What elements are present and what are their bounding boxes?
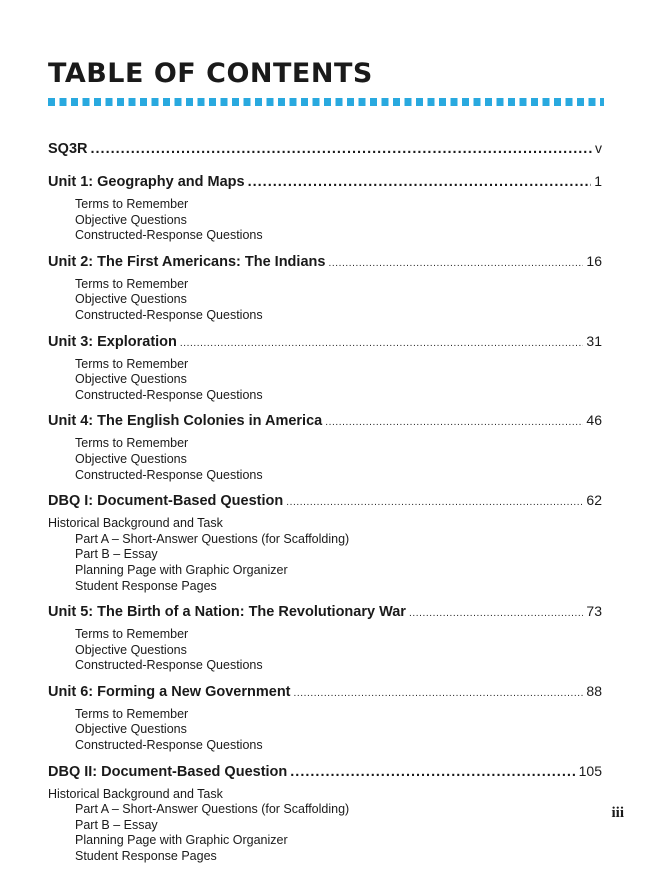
toc-subitem: Student Response Pages xyxy=(75,849,217,864)
toc-page-number: 105 xyxy=(578,762,602,779)
toc-heading: Unit 2: The First Americans: The Indians xyxy=(48,253,326,270)
toc-entry xyxy=(48,683,602,754)
toc-entry xyxy=(48,763,602,865)
toc-subitem: Objective Questions xyxy=(75,451,187,466)
toc-page-number: 31 xyxy=(586,332,602,349)
page-number: iii xyxy=(611,805,624,821)
toc-subitem: Student Response Pages xyxy=(75,578,217,593)
toc-subitem: Part B – Essay xyxy=(75,817,158,832)
toc-subitem: Terms to Remember xyxy=(75,627,189,642)
toc-subitem: Objective Questions xyxy=(75,722,187,737)
toc-entry xyxy=(48,603,602,674)
toc-subitem: Terms to Remember xyxy=(75,197,189,211)
toc-subitem: Constructed-Response Questions xyxy=(75,467,263,482)
toc-subitem: Part A – Short-Answer Questions (for Scaffolding) xyxy=(75,531,350,546)
toc-subitem: Terms to Remember xyxy=(75,436,189,451)
toc-subitem: Objective Questions xyxy=(75,292,187,307)
toc-heading-line xyxy=(48,603,602,627)
toc-heading: Unit 6: Forming a New Government xyxy=(48,683,291,700)
toc-page-number: 1 xyxy=(594,173,602,189)
toc-heading-line xyxy=(48,683,602,707)
toc-page-number: 46 xyxy=(586,412,602,429)
toc-heading: DBQ I: Document-Based Question xyxy=(48,493,284,510)
toc-heading-line xyxy=(48,763,602,787)
toc-page-number: 16 xyxy=(586,252,602,269)
toc-page-number: v xyxy=(595,140,602,156)
toc-heading-line xyxy=(48,173,602,197)
toc-subitem: Objective Questions xyxy=(75,642,187,657)
toc-subitem: Constructed-Response Questions xyxy=(75,387,263,402)
toc-entry xyxy=(48,253,602,324)
dotted-divider xyxy=(48,98,604,106)
toc-heading-line xyxy=(48,253,602,277)
toc-subitem: Constructed-Response Questions xyxy=(75,658,263,673)
dot-leader xyxy=(328,258,583,269)
toc-page-number: 73 xyxy=(586,603,602,620)
dot-leader xyxy=(294,688,584,699)
dot-leader xyxy=(409,608,583,619)
toc-subitem: Objective Questions xyxy=(75,372,187,387)
dot-leader xyxy=(91,141,593,157)
toc-page-number: 62 xyxy=(586,492,602,509)
toc-entry xyxy=(48,492,602,594)
toc-subitem: Part B – Essay xyxy=(75,547,158,562)
dot-leader xyxy=(248,174,592,190)
toc-heading: Unit 3: Exploration xyxy=(48,333,177,350)
toc-subitem: Terms to Remember xyxy=(75,276,189,291)
toc-subitem: Planning Page with Graphic Organizer xyxy=(75,562,288,577)
table-of-contents xyxy=(48,140,602,874)
toc-subitem: Historical Background and Task xyxy=(48,516,223,531)
dot-leader xyxy=(290,764,575,780)
toc-heading: Unit 5: The Birth of a Nation: The Revolutionary War xyxy=(48,604,406,621)
page-title: TABLE OF CONTENTS xyxy=(48,58,373,89)
toc-entry xyxy=(48,140,602,164)
toc-subitem: Terms to Remember xyxy=(75,706,189,721)
toc-subitem: Objective Questions xyxy=(75,212,187,227)
dot-leader xyxy=(180,338,584,349)
toc-heading-line xyxy=(48,412,602,436)
dot-leader xyxy=(325,417,583,428)
toc-heading: DBQ II: Document-Based Question xyxy=(48,763,288,780)
toc-subitem: Terms to Remember xyxy=(75,356,189,371)
toc-page-number: 88 xyxy=(586,682,602,699)
toc-heading: Unit 4: The English Colonies in America xyxy=(48,413,323,430)
toc-heading: Unit 1: Geography and Maps xyxy=(48,174,245,190)
toc-entry xyxy=(48,333,602,404)
toc-subitem: Planning Page with Graphic Organizer xyxy=(75,833,288,848)
toc-subitem: Historical Background and Task xyxy=(48,786,223,801)
toc-subitem: Constructed-Response Questions xyxy=(75,307,263,322)
toc-entry xyxy=(48,173,602,244)
toc-heading-line xyxy=(48,492,602,516)
toc-subitem: Constructed-Response Questions xyxy=(75,228,263,243)
toc-heading-line xyxy=(48,333,602,357)
toc-subitem: Part A – Short-Answer Questions (for Scaffolding) xyxy=(75,802,350,817)
toc-heading: SQ3R xyxy=(48,141,88,157)
dot-leader xyxy=(286,497,583,508)
toc-heading-line xyxy=(48,140,602,164)
toc-subitem: Constructed-Response Questions xyxy=(75,738,263,753)
toc-entry xyxy=(48,412,602,483)
